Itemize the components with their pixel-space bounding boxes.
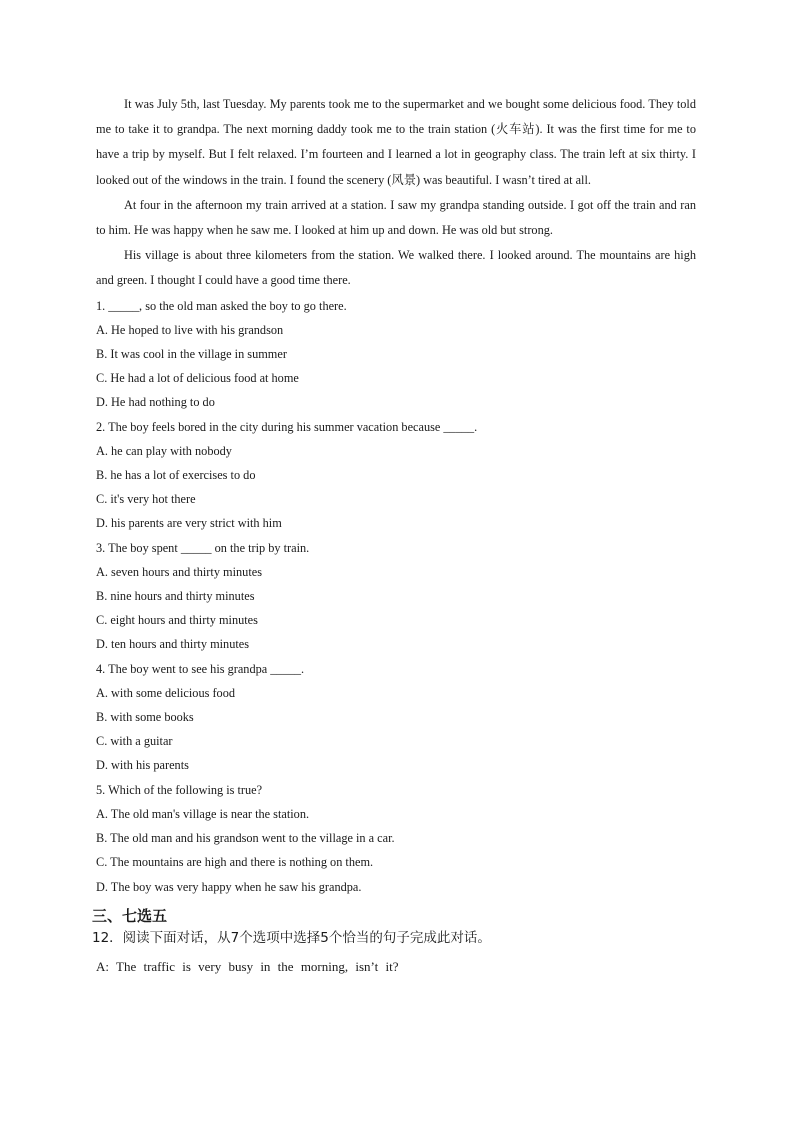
passage-paragraph: His village is about three kilometers from the station. We walked there. I looked around. The mountains are high and green. I thought I could have a good time there. [96, 248, 696, 288]
answer-option: B. he has a lot of exercises to do [96, 468, 256, 483]
answer-option: D. The boy was very happy when he saw his grandpa. [96, 879, 362, 894]
answer-option: B. It was cool in the village in summer [96, 347, 287, 362]
task-instruction: 12．阅读下面对话，从7个选项中选择5个恰当的句子完成此对话。 [92, 929, 491, 946]
answer-option: A. seven hours and thirty minutes [96, 564, 262, 579]
passage-paragraph: It was July 5th, last Tuesday. My parents took me to the supermarket and we bought some delicious food. They told me to take it to grandpa. The next morning daddy took me to the train station (火车站). It was the first time for me to have a trip by myself. But I felt relaxed. I’m fourteen and I learned a lot in geography class. The train left at six thirty. I looked out of the windows in the train. I found the scenery (风景) was beautiful. I wasn’t tired at all. [96, 97, 696, 187]
reading-passage [96, 92, 696, 294]
question-stem: 4. The boy went to see his grandpa _____. [96, 661, 305, 676]
answer-option: B. The old man and his grandson went to the village in a car. [96, 831, 395, 846]
question-item [96, 415, 696, 536]
answer-option: C. eight hours and thirty minutes [96, 613, 258, 628]
answer-option: C. with a guitar [96, 734, 173, 749]
answer-option: B. with some books [96, 710, 194, 725]
question-item [96, 536, 696, 657]
dialog-line: A: The traffic is very busy in the morning, isn’t it? [96, 958, 399, 974]
question-item [96, 657, 696, 778]
answer-option: C. He had a lot of delicious food at home [96, 371, 299, 386]
passage-paragraph: At four in the afternoon my train arrived at a station. I saw my grandpa standing outside. I got off the train and ran to him. He was happy when he saw me. I looked at him up and down. He was old but strong. [96, 197, 696, 238]
answer-option: D. He had nothing to do [96, 395, 215, 410]
document-page [92, 92, 696, 979]
answer-option: D. with his parents [96, 758, 189, 773]
answer-option: C. The mountains are high and there is nothing on them. [96, 855, 374, 870]
section-heading: 三、七选五 [92, 906, 168, 925]
answer-option: A. with some delicious food [96, 685, 236, 700]
question-stem: 5. Which of the following is true? [96, 782, 263, 797]
answer-option: C. it's very hot there [96, 492, 196, 507]
answer-option: A. The old man's village is near the station. [96, 806, 310, 821]
answer-option: A. He hoped to live with his grandson [96, 322, 284, 337]
answer-option: D. ten hours and thirty minutes [96, 637, 250, 652]
question-stem: 1. _____, so the old man asked the boy to go there. [96, 298, 347, 313]
question-item [96, 778, 696, 899]
answer-option: B. nine hours and thirty minutes [96, 589, 255, 604]
question-stem: 2. The boy feels bored in the city during his summer vacation because _____. [96, 419, 478, 434]
question-stem: 3. The boy spent _____ on the trip by train. [96, 540, 310, 555]
question-list [96, 294, 696, 899]
question-item [96, 294, 696, 415]
answer-option: A. he can play with nobody [96, 443, 232, 458]
answer-option: D. his parents are very strict with him [96, 516, 282, 531]
